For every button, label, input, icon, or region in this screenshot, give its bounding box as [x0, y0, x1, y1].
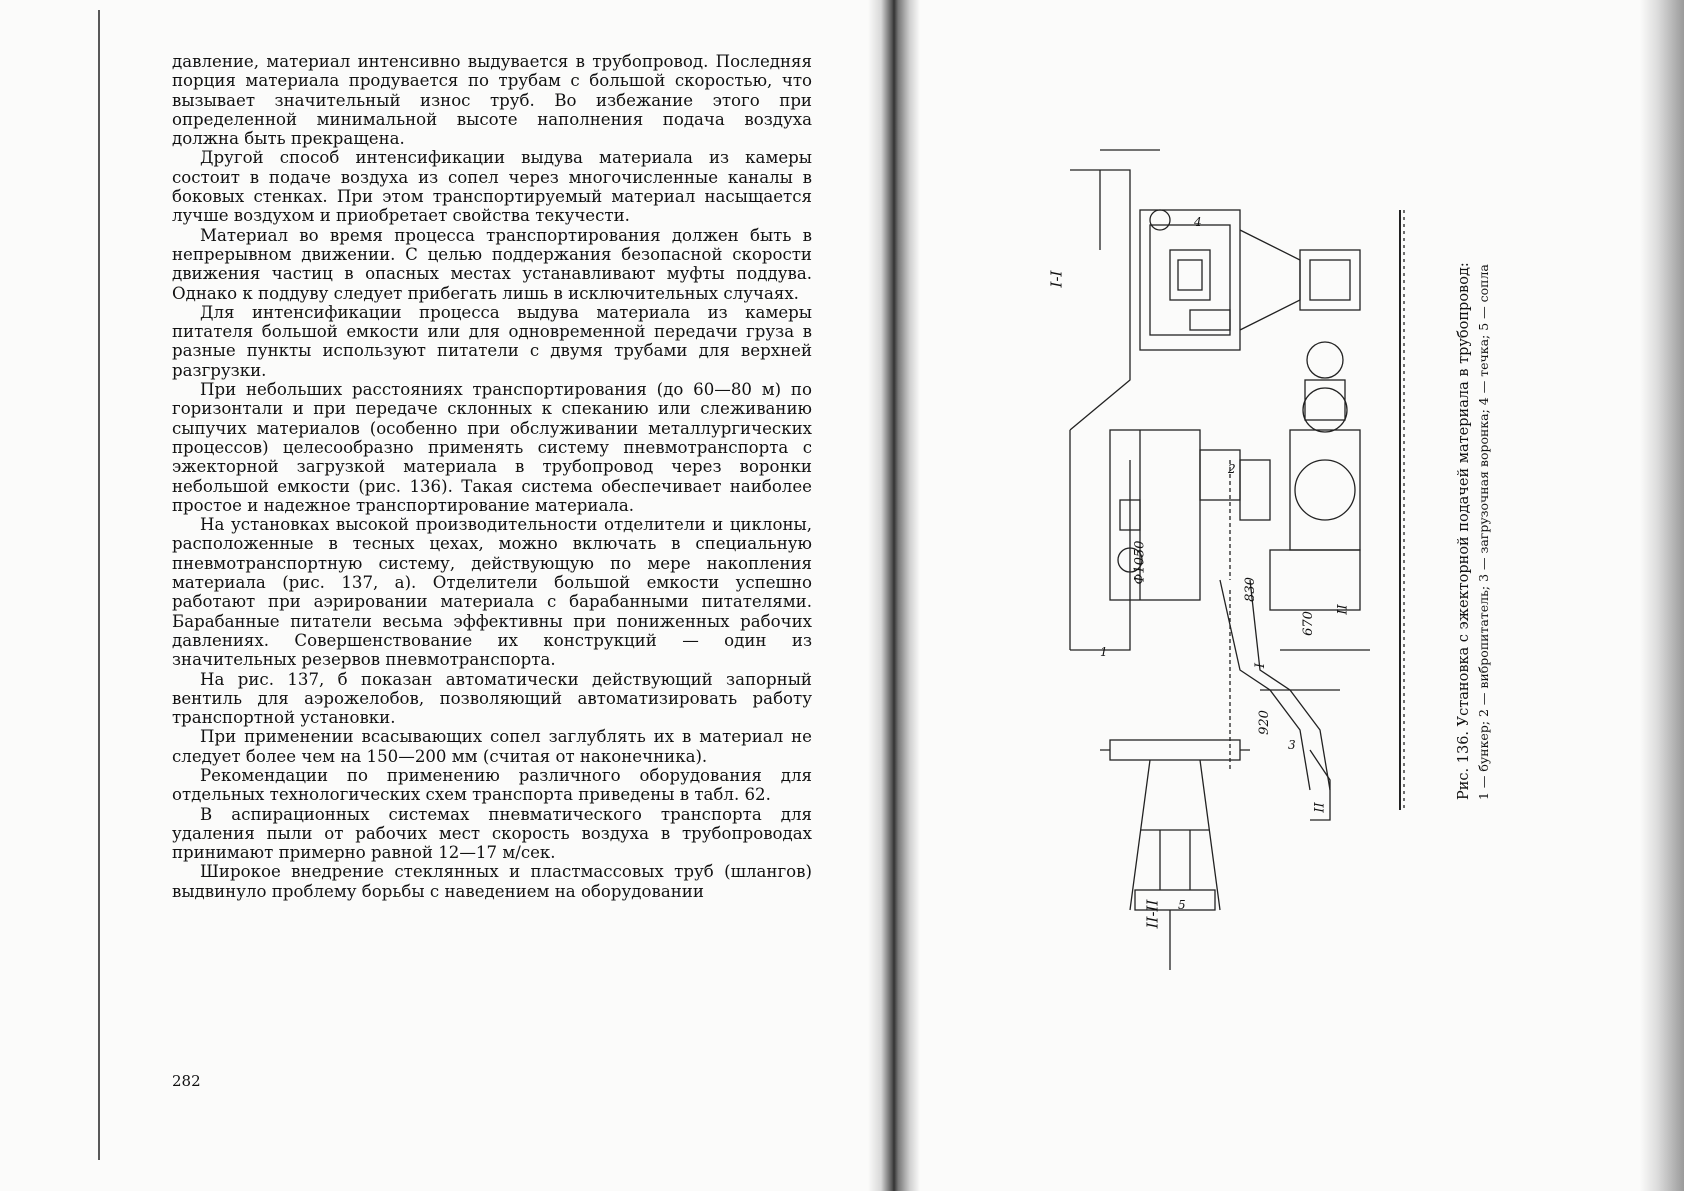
label-num-5: 5	[1178, 898, 1186, 912]
paragraph: При применении всасывающих сопел заглублять их в материал не следует более чем на 150—200 мм (считая от наконечника).	[172, 727, 812, 766]
label-mark-II-top: II	[1335, 604, 1351, 615]
label-dim-1050: Ф1050	[1132, 540, 1148, 585]
paragraph: На рис. 137, б показан автоматически действующий запорный вентиль для аэрожелобов, позволяющий автоматизировать работу транспортной установки.	[172, 669, 812, 728]
figure-caption	[1455, 262, 1495, 800]
label-dim-920: 920	[1256, 710, 1272, 735]
label-dim-830: 830	[1242, 577, 1258, 602]
paragraph: В аспирационных системах пневматического транспорта для удаления пыли от рабочих мест скорость воздуха в трубопроводах принимают примерно равной 12—17 м/сек.	[172, 804, 812, 863]
figure-136-drawing	[1040, 130, 1460, 1010]
label-mark-I: I	[1253, 662, 1269, 669]
paragraph: Рекомендации по применению различного оборудования для отдельных технологических схем транспорта приведены в табл. 62.	[172, 765, 812, 805]
label-mark-II-bottom: II	[1312, 802, 1328, 813]
paragraph: На установках высокой производительности отделители и циклоны, расположенные в тесных цехах, можно включать в специальную пневмотранспортную систему, действующую по мере накопления материала (рис. 137, а). Отделители большой емкости успешно работают при аэрировании материала с барабанными питателями. Барабанные питатели весьма эффективны при пониженных рабочих давлениях. Совершенствование их конструкций — один из значительных резервов пневмотранспорта.	[172, 515, 812, 670]
label-num-4: 4	[1194, 215, 1202, 229]
label-section-2: II-II	[1143, 899, 1162, 929]
caption-title: Рис. 136. Установка с эжекторной подачей материала в трубопровод:	[1456, 262, 1472, 800]
page-edge-shadow	[1640, 0, 1684, 1191]
caption-legend: 1 — бункер; 2 — вибропитатель; 3 — загрузочная воронка; 4 — течка; 5 — сопла	[1476, 264, 1491, 800]
book-gutter	[868, 0, 920, 1191]
paragraph: Другой способ интенсификации выдува материала из камеры состоит в подаче воздуха из сопел через многочисленные каналы в боковых стенках. При этом транспортируемый материал насыщается лучше воздухом и приобретает свойства текучести.	[172, 148, 812, 226]
left-page-text	[172, 52, 812, 901]
paragraph: давление, материал интенсивно выдувается в трубопровод. Последняя порция материала продувается по трубам с большой скоростью, что вызывает значительный износ труб. Во избежание этого при определенной минимальной высоте наполнения подача воздуха должна быть прекращена.	[172, 52, 812, 149]
paragraph: Широкое внедрение стеклянных и пластмассовых труб (шлангов) выдвинуло проблему борьбы с наведением на оборудовании	[172, 862, 812, 901]
paragraph: Материал во время процесса транспортирования должен быть в непрерывном движении. С целью поддержания безопасной скорости движения частиц в опасных местах устанавливают муфты поддува. Однако к поддуву следует прибегать лишь в исключительных случаях.	[172, 225, 812, 303]
label-num-3: 3	[1288, 738, 1296, 752]
label-num-2: 2	[1228, 462, 1236, 476]
paragraph: При небольших расстояниях транспортирования (до 60—80 м) по горизонтали и при передаче склонных к спеканию или слеживанию сыпучих материалов (особенно при обслуживании металлургических процессов) целесообразно применять систему пневмотранспорта с эжекторной загрузкой материала в трубопровод через воронки небольшой емкости (рис. 136). Такая система обеспечивает наиболее простое и надежное транспортирование материала.	[172, 380, 812, 515]
page-edge-line	[98, 10, 100, 1160]
label-num-1: 1	[1100, 645, 1108, 659]
label-section-1: I-I	[1047, 270, 1066, 288]
label-dim-670: 670	[1300, 611, 1316, 636]
paragraph: Для интенсификации процесса выдува материала из камеры питателя большой емкости или для одновременной передачи груза в разные пункты используют питатели с двумя трубами для верхней разгрузки.	[172, 302, 812, 380]
page-number: 282	[172, 1072, 201, 1090]
